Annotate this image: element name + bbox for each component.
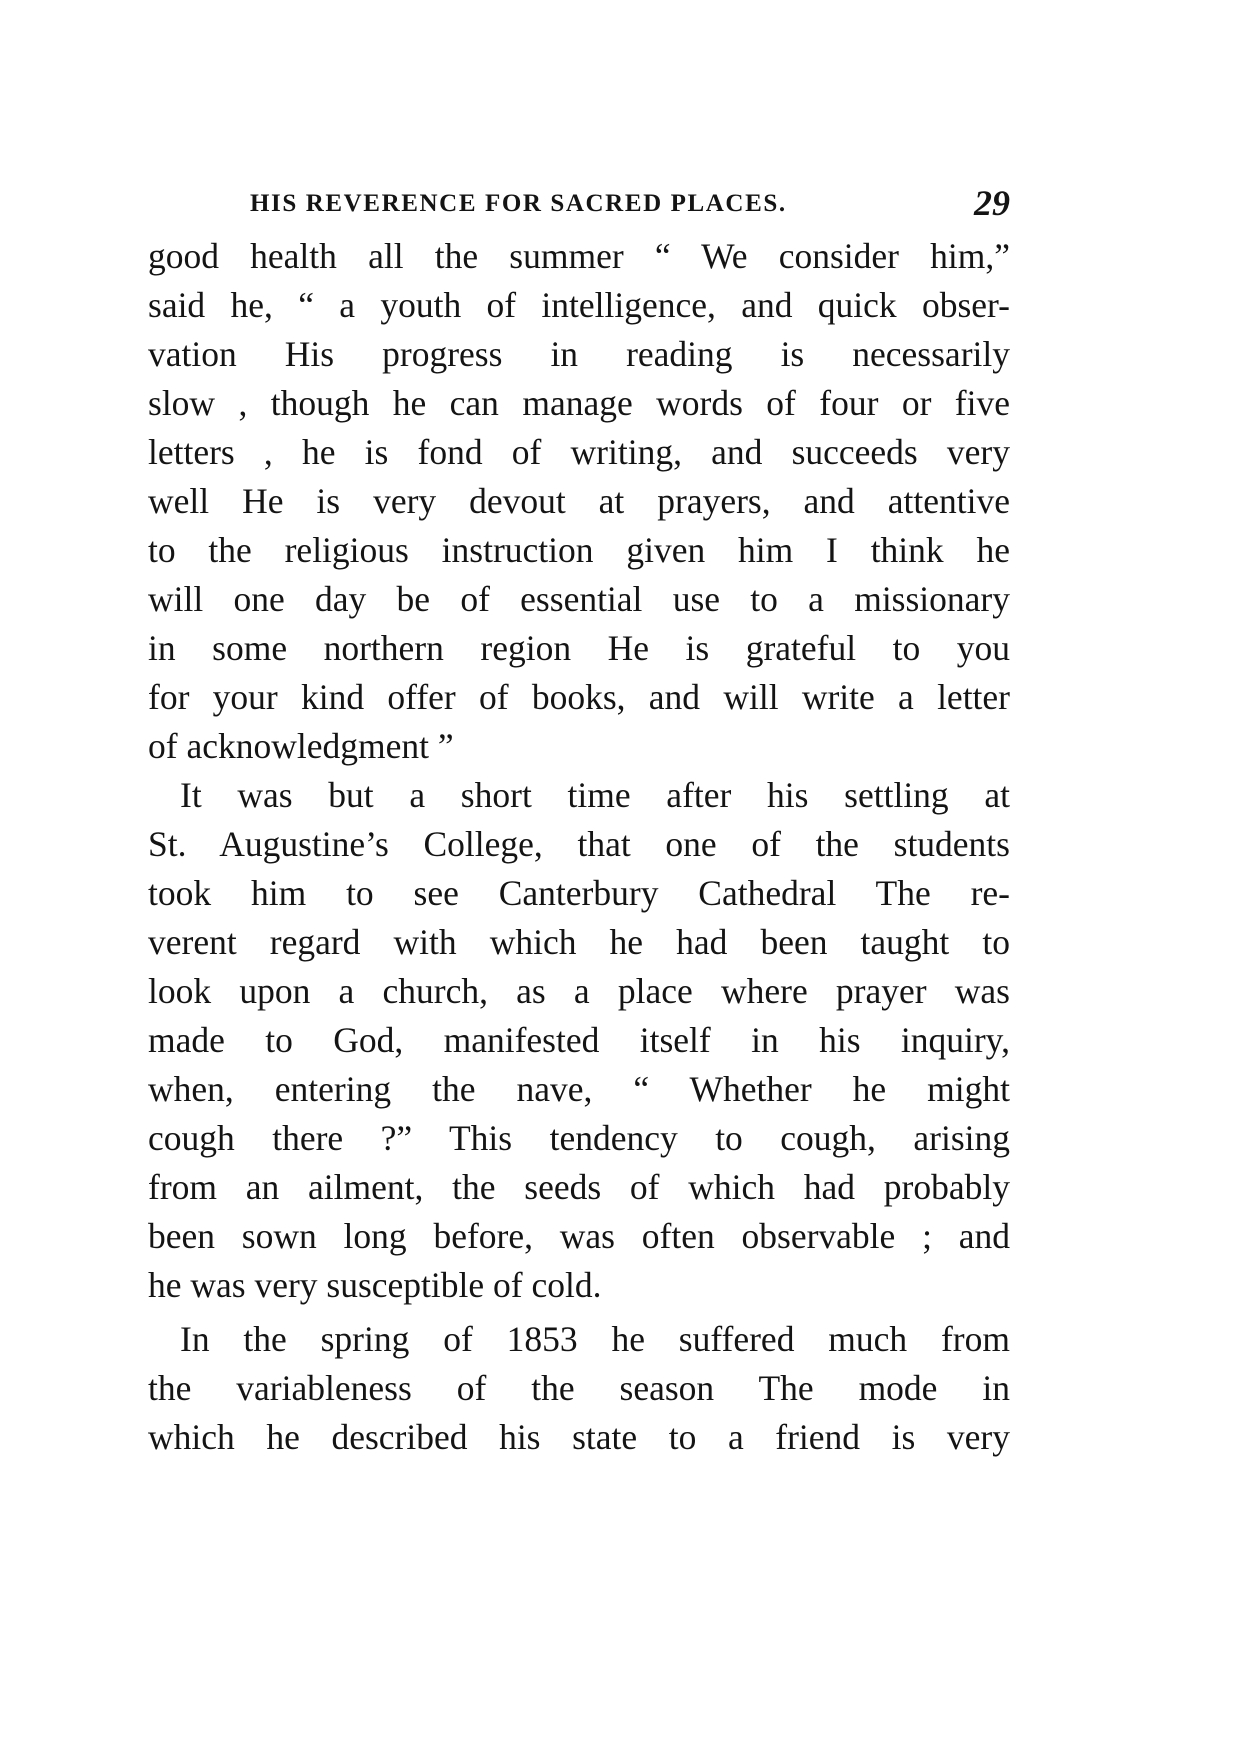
paragraph bbox=[148, 771, 1010, 1310]
text-line: St. Augustine’s College, that one of the students bbox=[148, 824, 1010, 864]
body-text bbox=[148, 232, 1010, 1462]
running-head bbox=[250, 182, 1010, 230]
text-line: to the religious instruction given him I think he bbox=[148, 530, 1010, 570]
paragraph bbox=[148, 1315, 1010, 1462]
text-line: when, entering the nave, “ Whether he might bbox=[148, 1069, 1010, 1109]
text-line: he was very susceptible of cold. bbox=[148, 1265, 602, 1305]
text-line: said he, “ a youth of intelligence, and quick obser- bbox=[148, 285, 1010, 325]
text-line: slow , though he can manage words of four or five bbox=[148, 383, 1010, 423]
page-number: 29 bbox=[974, 183, 1010, 223]
text-line: will one day be of essential use to a missionary bbox=[148, 579, 1010, 619]
text-line: been sown long before, was often observable ; and bbox=[148, 1216, 1010, 1256]
text-line: verent regard with which he had been taught to bbox=[148, 922, 1010, 962]
text-line: letters , he is fond of writing, and succeeds very bbox=[148, 432, 1010, 472]
text-line: In the spring of 1853 he suffered much from bbox=[180, 1319, 1010, 1359]
text-line: look upon a church, as a place where prayer was bbox=[148, 971, 1010, 1011]
text-line: for your kind offer of books, and will write a letter bbox=[148, 677, 1010, 717]
text-line: of acknowledgment ” bbox=[148, 726, 454, 766]
text-line: from an ailment, the seeds of which had probably bbox=[148, 1167, 1010, 1207]
text-line: It was but a short time after his settling at bbox=[180, 775, 1010, 815]
text-line: made to God, manifested itself in his inquiry, bbox=[148, 1020, 1010, 1060]
text-line: which he described his state to a friend is very bbox=[148, 1417, 1010, 1457]
text-line: in some northern region He is grateful to you bbox=[148, 628, 1010, 668]
text-line: took him to see Canterbury Cathedral The re- bbox=[148, 873, 1010, 913]
text-line: good health all the summer “ We consider him,” bbox=[148, 236, 1010, 276]
running-title: HIS REVERENCE FOR SACRED PLACES. bbox=[250, 190, 787, 217]
text-line: vation His progress in reading is necessarily bbox=[148, 334, 1010, 374]
text-line: well He is very devout at prayers, and attentive bbox=[148, 481, 1010, 521]
paragraph bbox=[148, 232, 1010, 771]
text-line: the variableness of the season The mode in bbox=[148, 1368, 1010, 1408]
text-line: cough there ?” This tendency to cough, arising bbox=[148, 1118, 1010, 1158]
